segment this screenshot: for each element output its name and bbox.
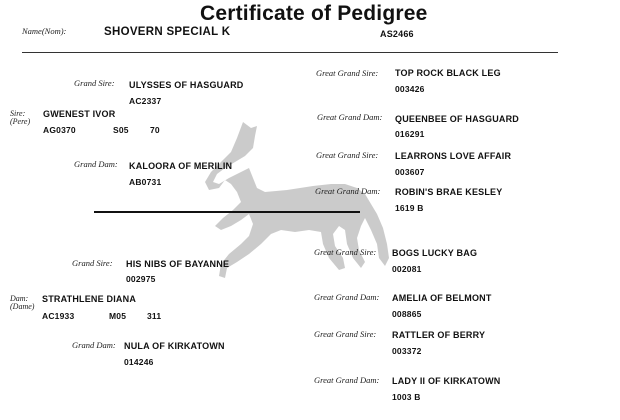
sire-label-french: (Pere) [10,117,31,126]
great-grand-dam-reg: 1003 B [392,392,421,402]
great-grand-sire-name: LEARRONS LOVE AFFAIR [395,151,512,161]
sire-num: 70 [150,125,160,135]
sire-label: Sire: [10,109,26,118]
sire-dam-divider [94,211,360,213]
great-grand-sire-reg: 003372 [392,346,422,356]
great-grand-sire-label: Great Grand Sire: [316,150,379,160]
sire-grand-dam-name: KALOORA OF MERILIN [129,161,233,171]
great-grand-dam-label: Great Grand Dam: [314,375,380,385]
sire-grand-dam-reg: AB0731 [129,177,162,187]
great-grand-sire-label: Great Grand Sire: [316,68,379,78]
sire-grand-dam-label: Grand Dam: [74,159,118,169]
great-grand-dam-name: QUEENBEE OF HASGUARD [395,114,520,124]
sire-reg: AG0370 [43,125,76,135]
sire-grand-sire-name: ULYSSES OF HASGUARD [129,80,244,90]
great-grand-sire-label: Great Grand Sire: [314,247,377,257]
great-grand-dam-label: Great Grand Dam: [317,112,383,122]
great-grand-dam-reg: 008865 [392,309,422,319]
great-grand-sire-name: RATTLER OF BERRY [392,330,486,340]
great-grand-dam-name: ROBIN'S BRAE KESLEY [395,187,503,197]
dam-label: Dam: [10,294,29,303]
subject-name-label: Name(Nom): [22,26,67,36]
subject-name: SHOVERN SPECIAL K [104,26,231,38]
dam-grand-dam-reg: 014246 [124,357,154,367]
header-divider [22,52,558,53]
great-grand-dam-name: LADY II OF KIRKATOWN [392,376,501,386]
great-grand-sire-label: Great Grand Sire: [314,329,377,339]
great-grand-dam-label: Great Grand Dam: [314,292,380,302]
certificate-title: Certificate of Pedigree [200,2,428,25]
dam-label-french: (Dame) [10,302,35,311]
dam-grand-sire-label: Grand Sire: [72,258,113,268]
dam-grand-sire-reg: 002975 [126,274,156,284]
dam-name: STRATHLENE DIANA [42,294,137,304]
sire-grand-sire-label: Grand Sire: [74,78,115,88]
sire-code: S05 [113,125,129,135]
great-grand-sire-name: TOP ROCK BLACK LEG [395,68,501,78]
dam-num: 311 [147,311,162,321]
dam-grand-sire-name: HIS NIBS OF BAYANNE [126,259,230,269]
great-grand-sire-name: BOGS LUCKY BAG [392,248,478,258]
subject-reg: AS2466 [380,29,414,39]
dam-code: M05 [109,311,127,321]
great-grand-sire-reg: 003607 [395,167,425,177]
sire-grand-sire-reg: AC2337 [129,96,162,106]
dam-reg: AC1933 [42,311,75,321]
great-grand-dam-name: AMELIA OF BELMONT [392,293,492,303]
great-grand-sire-reg: 003426 [395,84,425,94]
great-grand-sire-reg: 002081 [392,264,422,274]
great-grand-dam-reg: 016291 [395,129,425,139]
sire-name: GWENEST IVOR [43,109,116,119]
dam-grand-dam-label: Grand Dam: [72,340,116,350]
great-grand-dam-label: Great Grand Dam: [315,186,381,196]
great-grand-dam-reg: 1619 B [395,203,424,213]
dam-grand-dam-name: NULA OF KIRKATOWN [124,341,225,351]
